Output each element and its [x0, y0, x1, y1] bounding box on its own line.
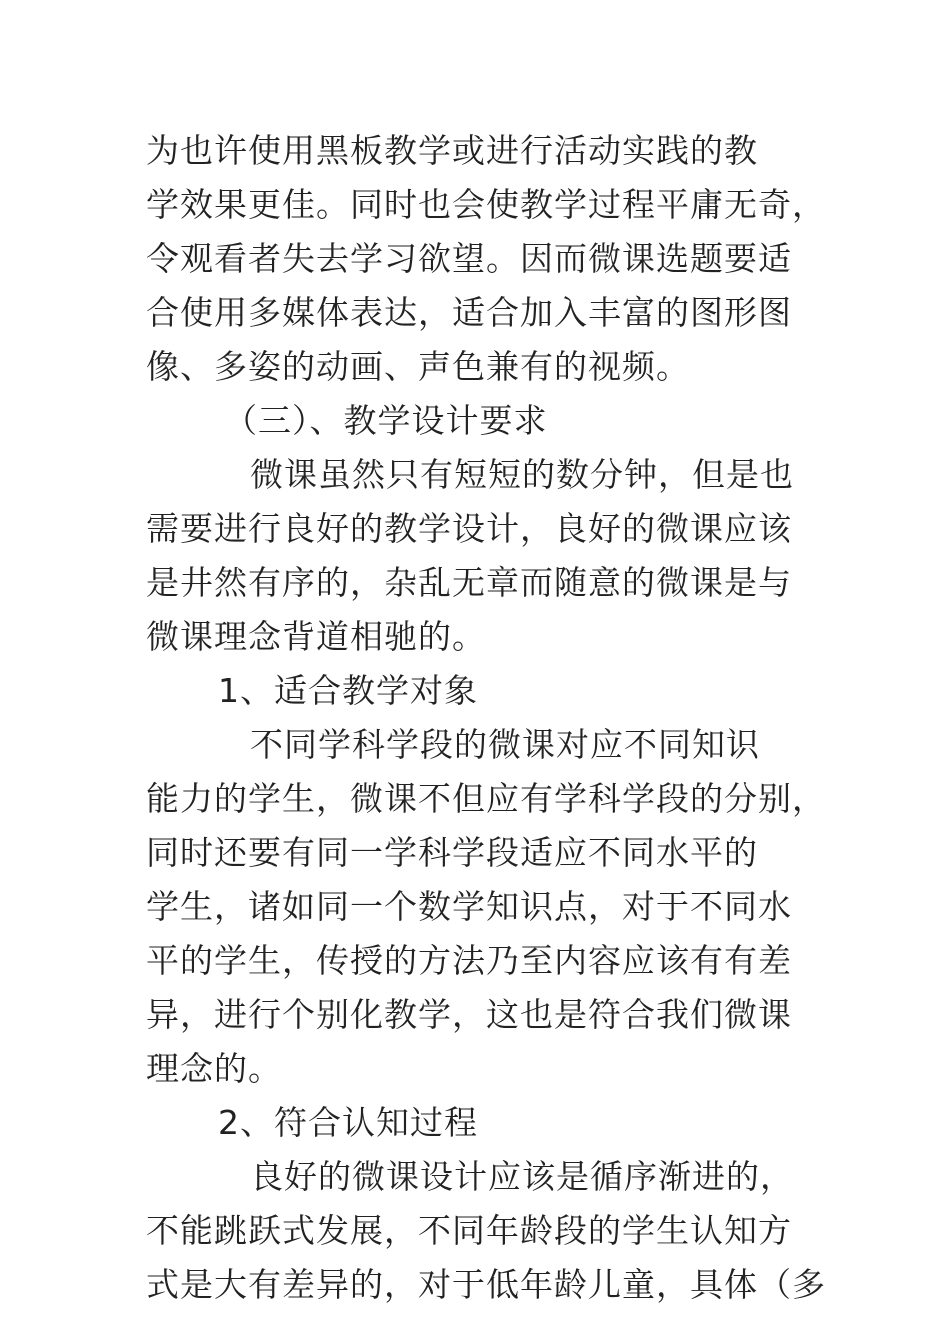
paragraph-line: 是井然有序的，杂乱无章而随意的微课是与	[146, 563, 792, 602]
paragraph-line: 为也许使用黑板教学或进行活动实践的教	[146, 131, 758, 170]
paragraph-line: 像、多姿的动画、声色兼有的视频。	[146, 347, 690, 386]
paragraph-line: 学效果更佳。同时也会使教学过程平庸无奇，	[146, 185, 826, 224]
paragraph-line: 式是大有差异的，对于低年龄儿童，具体（多	[146, 1265, 826, 1304]
paragraph-line: 需要进行良好的教学设计，良好的微课应该	[146, 509, 792, 548]
paragraph-line: 不能跳跃式发展，不同年龄段的学生认知方	[146, 1211, 792, 1250]
subsection-heading: 1、适合教学对象	[218, 671, 478, 710]
paragraph-line: 理念的。	[146, 1049, 282, 1088]
paragraph-line: 学生，诸如同一个数学知识点，对于不同水	[146, 887, 792, 926]
paragraph-line: 合使用多媒体表达，适合加入丰富的图形图	[146, 293, 792, 332]
paragraph-line: 平的学生，传授的方法乃至内容应该有有差	[146, 941, 792, 980]
document-body	[146, 124, 826, 1312]
paragraph-line: 微课理念背道相驰的。	[146, 617, 486, 656]
paragraph-line: 同时还要有同一学科学段适应不同水平的	[146, 833, 758, 872]
paragraph-line: 令观看者失去学习欲望。因而微课选题要适	[146, 239, 792, 278]
subsection-heading: 2、符合认知过程	[218, 1103, 478, 1142]
section-heading: （三）、教学设计要求	[224, 401, 548, 440]
paragraph-line: 良好的微课设计应该是循序渐进的，	[250, 1157, 794, 1196]
paragraph-line: 能力的学生，微课不但应有学科学段的分别，	[146, 779, 826, 818]
paragraph-line: 不同学科学段的微课对应不同知识	[250, 725, 760, 764]
paragraph-line: 微课虽然只有短短的数分钟，但是也	[250, 455, 794, 494]
paragraph-line: 异，进行个别化教学，这也是符合我们微课	[146, 995, 792, 1034]
